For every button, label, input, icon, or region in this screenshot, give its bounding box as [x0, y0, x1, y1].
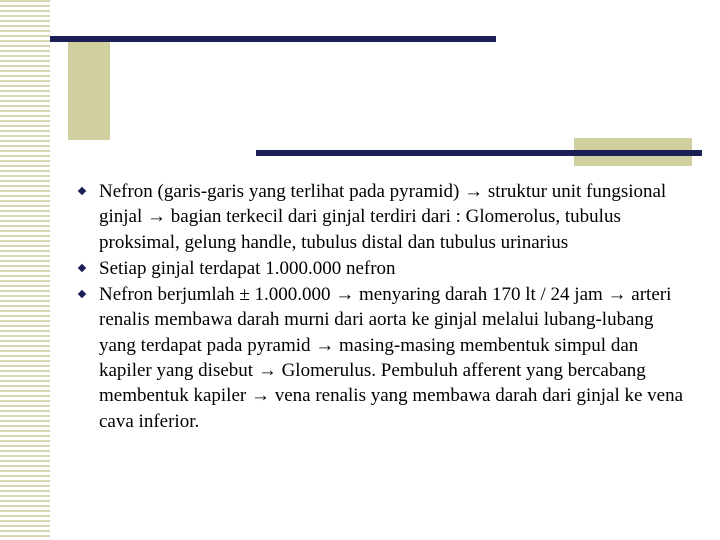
- top-accent-bar: [50, 36, 496, 42]
- bullet-text: Nefron (garis-garis yang terlihat pada pyramid) → struktur unit fungsional ginjal → bagian terkecil dari ginjal terdiri dari : Glomerolus, tubulus proksimal, gelung handle, tubulus distal dan tubulus urinarius: [99, 181, 667, 253]
- diamond-bullet-icon: [78, 187, 86, 195]
- bullet-item-nefron-process: [70, 282, 695, 434]
- middle-accent-bar: [256, 150, 702, 156]
- top-left-block-decoration: [68, 40, 110, 140]
- bullet-item-nefron-definition: [70, 179, 695, 255]
- bullet-text: Setiap ginjal terdapat 1.000.000 nefron: [99, 257, 396, 279]
- left-stripe-decoration: [0, 0, 50, 540]
- bullet-text: Nefron berjumlah ± 1.000.000 → menyaring darah 170 lt / 24 jam → arteri renalis membawa darah murni dari aorta ke ginjal melalui lubang-lubang yang terdapat pada pyramid → masing-masing membentuk simpul dan kapiler yang disebut → Glomerulus. Pembuluh afferent yang bercabang membentuk kapiler → vena renalis yang membawa darah dari ginjal ke vena cava inferior.: [99, 284, 684, 432]
- diamond-bullet-icon: [78, 264, 86, 272]
- bullet-list: [70, 179, 695, 434]
- bullet-item-nefron-count: [70, 256, 695, 281]
- diamond-bullet-icon: [78, 290, 86, 298]
- slide-content: [70, 179, 695, 435]
